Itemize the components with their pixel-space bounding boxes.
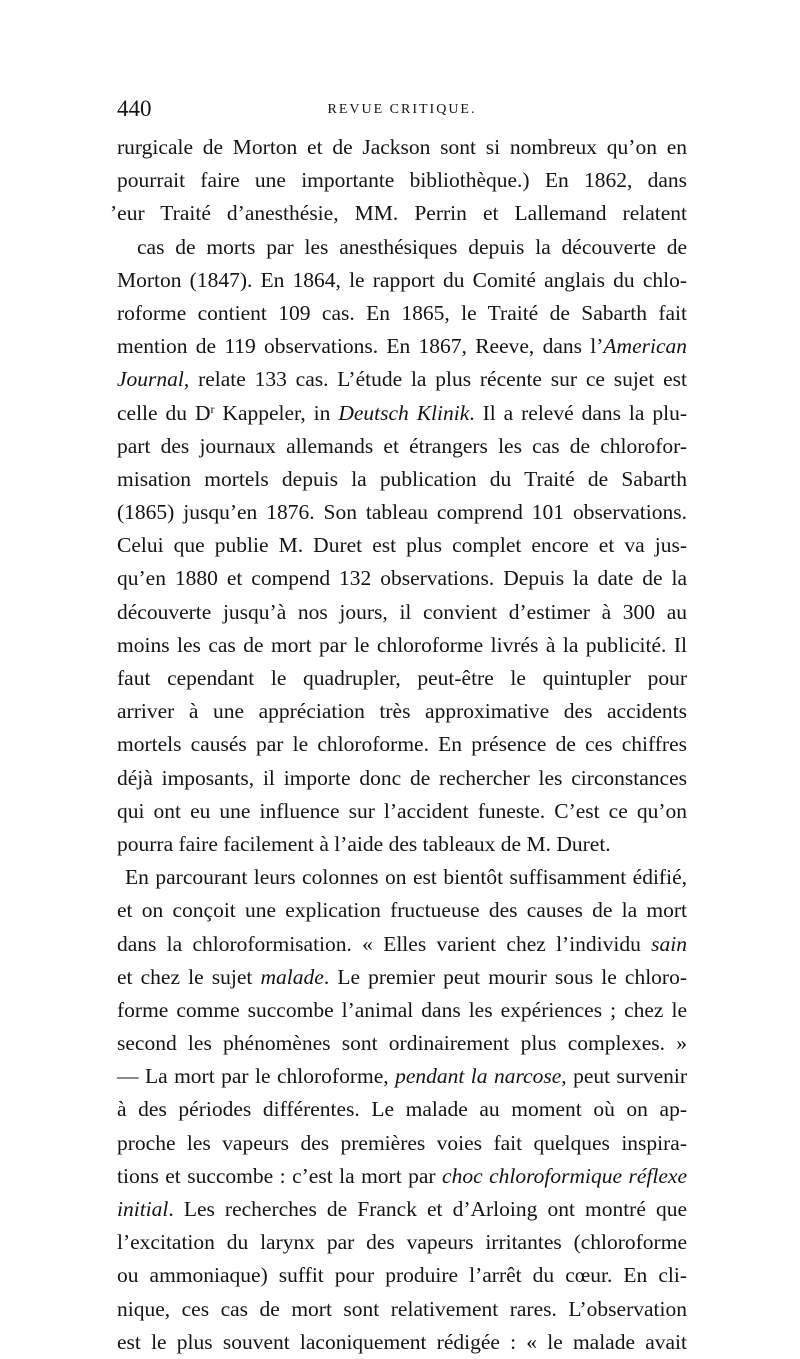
italic-text: pendant la narcose [395,1064,562,1089]
text-segment: , peut survenir [561,1064,688,1089]
text-line [117,795,687,828]
text-line [117,297,687,330]
text-line [117,1160,687,1193]
text-segment: est le plus souvent laconiquement rédigée : « le malade avait [117,1329,687,1354]
text-line [117,1127,687,1160]
text-segment: moins les cas de mort par le chloroforme livrés à la publicité. Il [117,632,687,657]
text-segment: roforme contient 109 cas. En 1865, le Traité de Sabarth fait [117,300,687,325]
text-segment: ’eur Traité d’anesthésie, MM. Perrin et Lallemand relatent [110,201,687,226]
text-segment: nique, ces cas de mort sont relativement rares. L’observation [117,1296,687,1321]
text-segment: rurgicale de Morton et de Jackson sont si nombreux qu’on en [117,135,687,159]
text-segment: mention de 119 observations. En 1867, Reeve, dans l’ [117,334,604,359]
text-segment: forme comme succombe l’animal dans les expériences ; chez le [117,997,687,1022]
text-segment: et chez le sujet [117,964,261,989]
text-line [117,430,687,463]
italic-text: initial [117,1197,169,1221]
text-line [117,1193,687,1226]
text-line [117,131,687,164]
text-line [117,562,687,595]
text-segment: pourra faire facilement à l’aide des tableaux de M. Duret. [117,831,611,856]
text-segment: cas de morts par les anesthésiques depuis la découverte de [137,234,687,259]
superscript: r [210,401,215,416]
text-line [117,529,687,562]
text-line [117,1326,687,1359]
text-line [117,231,687,264]
italic-text: Deutsch Klinik [338,400,470,425]
text-line [117,1093,687,1126]
italic-text: American [603,334,687,359]
text-line [117,397,687,430]
text-segment: — La mort par le chloroforme, [117,1064,396,1089]
text-segment: . Les recherches de Franck et d’Arloing ont montré que [168,1197,687,1221]
text-line [117,994,687,1027]
text-segment: , relate 133 cas. L’étude la plus récente sur ce sujet est [183,367,687,392]
text-segment: qui ont eu une influence sur l’accident funeste. C’est ce qu’on [117,798,687,823]
text-line [117,828,687,861]
text-line [110,197,687,230]
text-segment: et on conçoit une explication fructueuse des causes de la mort [117,898,687,923]
text-line [117,662,687,695]
text-segment: misation mortels depuis la publication du Traité de Sabarth [117,466,687,491]
italic-text: choc chloroformique réflexe [442,1163,687,1188]
text-line [117,762,687,795]
text-segment: . Il a relevé dans la plu- [469,400,688,425]
text-segment: second les phénomènes sont ordinairement plus complexes. » [117,1031,687,1056]
text-segment: dans la chloroformisation. « Elles varient chez l’individu [117,931,652,956]
text-line [117,894,687,927]
text-line [117,1027,687,1060]
page-header [117,96,687,124]
text-segment: mortels causés par le chloroforme. En présence de ces chiffres [117,732,687,757]
text-segment: découverte jusqu’à nos jours, il convient d’estimer à 300 au [117,599,687,624]
text-line [117,330,687,363]
text-line [117,496,687,529]
text-segment: qu’en 1880 et compend 132 observations. Depuis la date de la [117,566,687,591]
text-segment: tions et succombe : c’est la mort par [117,1163,443,1188]
text-segment: Celui que publie M. Duret est plus complet encore et va jus- [117,533,687,558]
text-line [117,264,687,297]
text-line [117,861,687,894]
text-segment: arriver à une appréciation très approximative des accidents [117,699,687,724]
text-line [117,928,687,961]
text-segment: celle du D [117,400,211,425]
text-segment: pourrait faire une importante bibliothèque.) En 1862, dans [117,168,687,193]
text-segment: à des périodes différentes. Le malade au moment où on ap- [117,1097,687,1122]
text-line [117,1226,687,1259]
text-line [117,1293,687,1326]
page-number: 440 [117,96,152,121]
text-line [117,363,687,396]
running-head: REVUE CRITIQUE. [327,102,477,117]
text-segment: Kappeler, in [214,400,339,425]
text-line [117,629,687,662]
text-segment: Morton (1847). En 1864, le rapport du Comité anglais du chlo- [117,267,687,292]
italic-text: Journal [117,367,184,392]
text-line [117,728,687,761]
italic-text: malade [260,964,324,989]
text-segment: faut cependant le quadrupler, peut-être le quintupler pour [117,666,687,690]
text-line [117,961,687,994]
text-segment: proche les vapeurs des premières voies fait quelques inspira- [117,1130,687,1155]
text-line [117,463,687,496]
text-segment: (1865) jusqu’en 1876. Son tableau comprend 101 observations. [117,500,687,525]
text-line [117,596,687,629]
text-segment: ou ammoniaque) suffit pour produire l’arrêt du cœur. En cli- [117,1263,687,1288]
text-segment: En parcourant leurs colonnes on est bientôt suffisamment édifié, [125,865,687,890]
text-segment: part des journaux allemands et étrangers les cas de chlorofor- [117,433,687,458]
text-line [117,164,687,197]
text-line [117,1060,687,1093]
body-text [110,131,688,1359]
text-segment: l’excitation du larynx par des vapeurs irritantes (chloroforme [117,1230,687,1255]
text-line [117,695,687,728]
italic-text: sain [651,931,687,956]
text-line [117,1259,687,1292]
text-segment: déjà imposants, il importe donc de rechercher les circonstances [117,765,687,790]
text-segment: . Le premier peut mourir sous le chloro- [323,964,687,989]
